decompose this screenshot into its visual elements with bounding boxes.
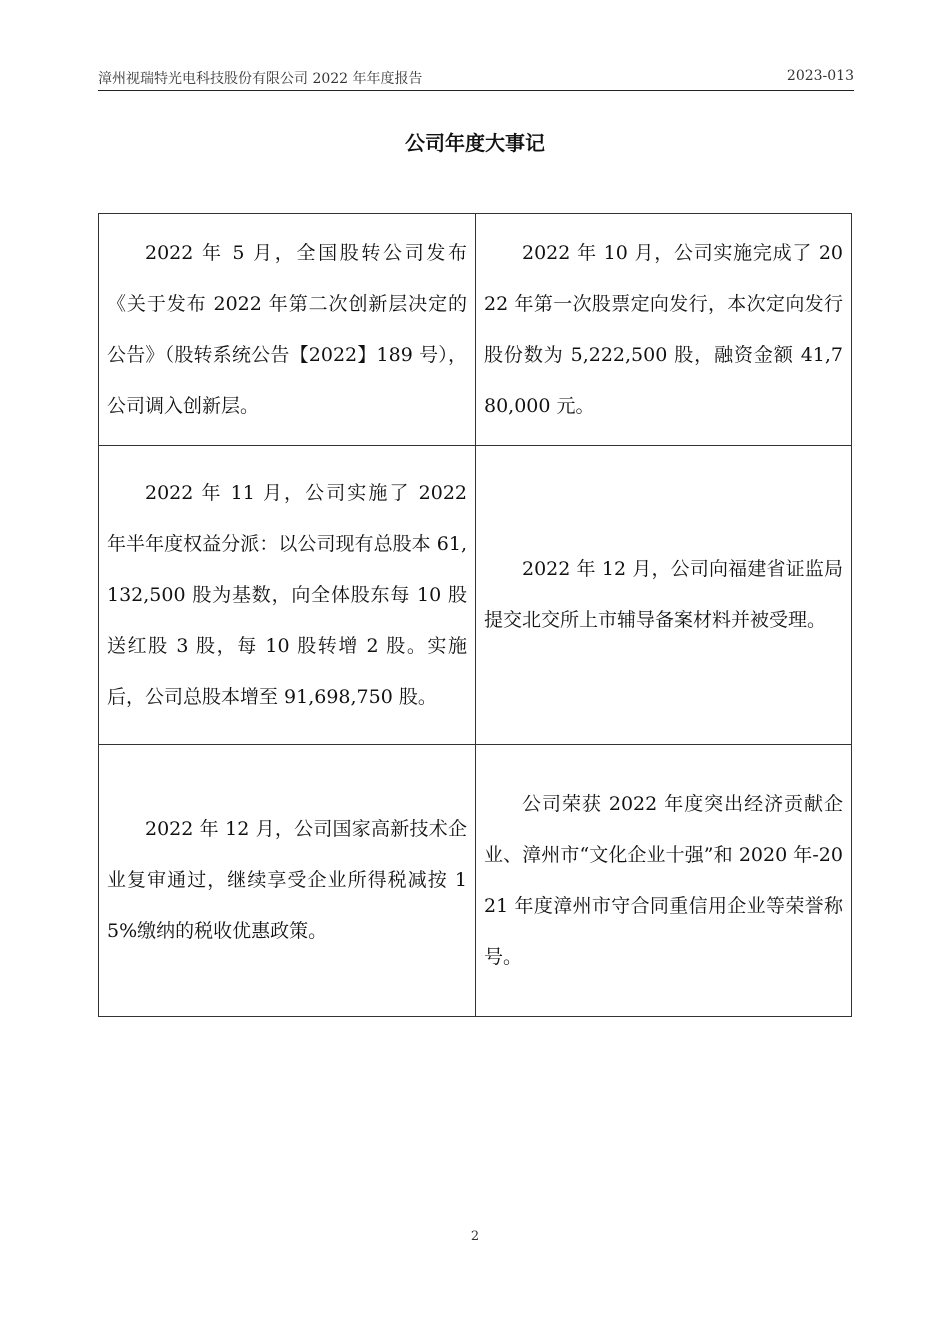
page-number: 2: [470, 1229, 480, 1244]
event-cell: 2022 年 12 月，公司向福建省证监局提交北交所上市辅导备案材料并被受理。: [476, 446, 852, 745]
table-row: [99, 446, 852, 745]
table-row: [99, 214, 852, 446]
event-cell: 公司荣获 2022 年度突出经济贡献企业、漳州市“文化企业十强”和 2020 年-2021 年度漳州市守合同重信用企业等荣誉称号。: [476, 745, 852, 1017]
page-title: 公司年度大事记: [405, 131, 545, 155]
event-cell: 2022 年 11 月，公司实施了 2022 年半年度权益分派：以公司现有总股本 61,132,500 股为基数，向全体股东每 10 股送红股 3 股，每 10 股转增 2 股。实施后，公司总股本增至 91,698,750 股。: [99, 446, 476, 745]
header-doc-number: 2023-013: [786, 68, 854, 84]
event-cell: 2022 年 10 月，公司实施完成了 2022 年第一次股票定向发行，本次定向发行股份数为 5,222,500 股，融资金额 41,780,000 元。: [476, 214, 852, 446]
table-row: [99, 745, 852, 1017]
events-table: [98, 213, 852, 1017]
event-cell: 2022 年 5 月，全国股转公司发布《关于发布 2022 年第二次创新层决定的公告》（股转系统公告【2022】189 号），公司调入创新层。: [99, 214, 476, 446]
event-cell: 2022 年 12 月，公司国家高新技术企业复审通过，继续享受企业所得税减按 15%缴纳的税收优惠政策。: [99, 745, 476, 1017]
page-header: [98, 64, 854, 91]
header-company-report: 漳州视瑞特光电科技股份有限公司 2022 年年度报告: [98, 71, 423, 87]
